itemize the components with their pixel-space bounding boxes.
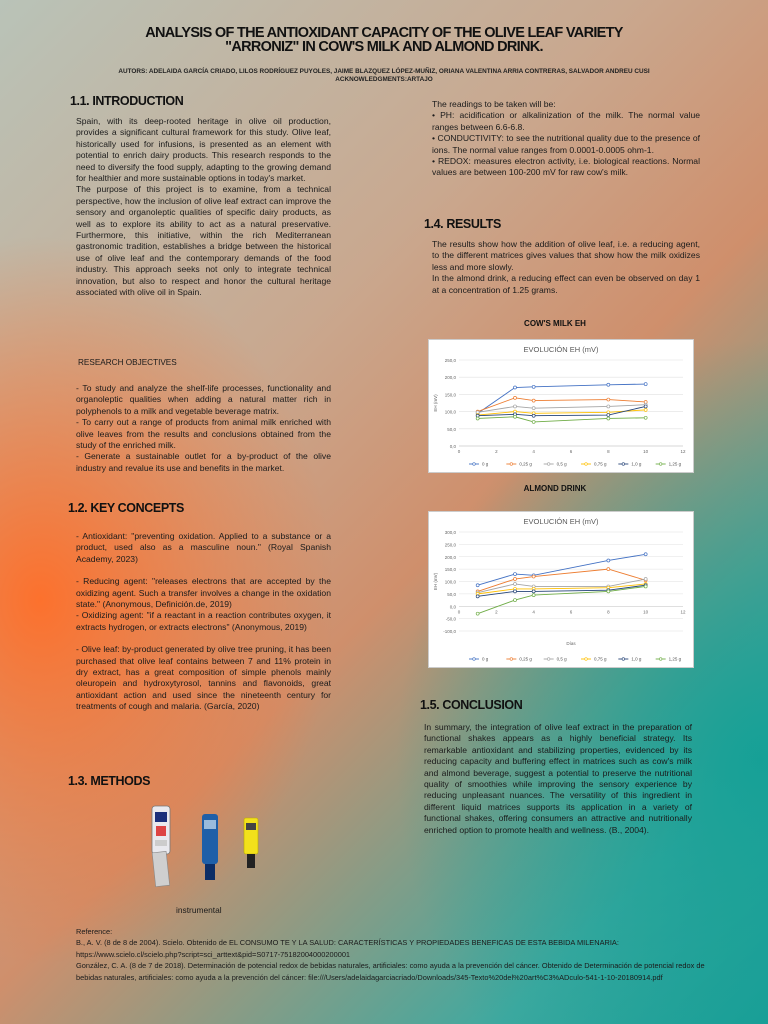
legend-entry: 0,25 g xyxy=(519,461,532,467)
series-line xyxy=(478,398,646,412)
legend-entry: 0,25 g xyxy=(519,656,532,662)
legend-marker xyxy=(622,658,625,661)
data-point xyxy=(532,385,535,388)
x-tick-label: 0 xyxy=(457,449,461,454)
data-point xyxy=(514,582,517,585)
legend-marker xyxy=(659,463,662,466)
objectives-heading: RESEARCH OBJECTIVES xyxy=(78,358,177,367)
data-point xyxy=(532,575,535,578)
chart-title: EVOLUCIÓN EH (mV) xyxy=(523,345,599,354)
y-tick-label: 50,0 xyxy=(447,591,456,597)
x-tick-label: 6 xyxy=(569,449,573,454)
data-point xyxy=(514,386,517,389)
legend-entry: 1,0 g xyxy=(631,656,642,662)
concept-antioxidant: - Antioxidant: "preventing oxidation. Applied to a substance or a product, used also as a masculine noun." (Royal Spanish Academy, 2023) xyxy=(76,531,331,564)
y-tick-label: 250,0 xyxy=(444,542,456,548)
legend-entry: 0,75 g xyxy=(594,656,607,662)
data-point xyxy=(532,407,535,410)
legend-entry: 0,5 g xyxy=(556,461,567,467)
data-point xyxy=(644,408,647,411)
data-point xyxy=(607,405,610,408)
y-tick-label: 100,0 xyxy=(444,579,456,585)
legend-marker xyxy=(473,658,476,661)
data-point xyxy=(607,398,610,401)
authors-block xyxy=(80,68,688,84)
y-tick-label: 200,0 xyxy=(444,375,456,381)
x-tick-label: 0 xyxy=(457,609,461,615)
key-concepts-heading: 1.2. KEY CONCEPTS xyxy=(68,501,184,515)
introduction-paragraph-2: The purpose of this project is to examine, from a technical perspective, how the inclusion of olive leaf extract can improve the sensory and organoleptic qualities of specific dairy products, as well as to explore its ability to act as a natural preservative. Furthermore, this initiative, within the rich Mediterranean gastronomic tradition, establishes a bridge between the historical use of olive leaf and the contemporary demands of the food industry. This approach seeks not only to integrate technical innovation, but also to respect and honor the cultural heritage associated with olive oil in Spain. xyxy=(76,184,331,298)
data-point xyxy=(514,396,517,399)
legend-marker xyxy=(585,463,588,466)
results-text xyxy=(432,239,700,296)
legend-marker xyxy=(510,658,513,661)
data-point xyxy=(532,594,535,597)
chart-title: EVOLUCIÓN EH (mV) xyxy=(523,517,599,526)
data-point xyxy=(476,584,479,587)
legend-marker xyxy=(547,463,550,466)
references-block xyxy=(76,926,712,983)
legend-marker xyxy=(510,463,513,466)
y-tick-label: 300,0 xyxy=(444,530,456,535)
results-heading: 1.4. RESULTS xyxy=(424,217,501,231)
x-tick-label: 4 xyxy=(532,449,535,454)
data-point xyxy=(514,573,517,576)
y-axis-label: EH (mV) xyxy=(433,572,438,591)
data-point xyxy=(607,417,610,420)
data-point xyxy=(607,414,610,417)
data-point xyxy=(532,414,535,417)
data-point xyxy=(607,559,610,562)
y-tick-label: 50,0 xyxy=(447,426,456,432)
x-tick-label: 4 xyxy=(532,609,535,615)
objective-2: - To carry out a range of products from animal milk enriched with olive leaves from the results and conclusions obtained from the study of the enriched milk. xyxy=(76,417,331,451)
y-tick-label: 0,0 xyxy=(449,604,456,610)
results-paragraph-1: The results show how the addition of olive leaf, i.e. a reducing agent, to the different matrices gives values that show how the milk oxidizes less and more slowly. xyxy=(432,239,700,272)
series-line xyxy=(478,384,646,413)
chart-cow-milk-box xyxy=(428,339,694,473)
ph-meter-icon xyxy=(152,806,170,887)
legend-entry: 0 g xyxy=(482,656,489,662)
legend-marker xyxy=(622,463,625,466)
introduction-heading: 1.1. INTRODUCTION xyxy=(70,94,184,108)
objectives-list xyxy=(76,383,331,474)
objective-1: - To study and analyze the shelf-life processes, functionality and organoleptic qualities when adding a natural matter rich in polyphenols to a milk and vegetable beverage matrix. xyxy=(76,383,331,416)
data-point xyxy=(476,595,479,598)
reading-redox: • REDOX: measures electron activity, i.e. biological reactions. Normal values are between 100-200 mV for raw cow's milk. xyxy=(432,156,700,178)
data-point xyxy=(514,590,517,593)
acknowledgments-line: ACKNOWLEDGMENTS:ARTAJO xyxy=(335,76,433,83)
y-tick-label: -50,0 xyxy=(445,616,456,622)
data-point xyxy=(514,405,517,408)
legend-marker xyxy=(659,658,662,661)
chart-cow-milk xyxy=(429,340,693,472)
x-tick-label: 10 xyxy=(643,449,649,454)
authors-line: AUTORS: ADELAIDA GARCÍA CRIADO, LILOS RODRÍGUEZ PUYOLES, JAIME BLAZQUEZ LÓPEZ-MUÑIZ, ORIANA VALENTINA ARRIA CONTRERAS, SALVADOR ANDREU CUSI xyxy=(118,68,650,75)
data-point xyxy=(644,383,647,386)
y-tick-label: 150,0 xyxy=(444,392,456,398)
conclusion-text: In summary, the integration of olive leaf extract in the preparation of functional shakes appears as a highly beneficial strategy. Its remarkable antioxidant and stabilizing properties, evidenced by its reducing capacity and buffering effect in matrices such as cow's milk and almond beverage, suggest a potential to preserve the nutritional quality of smoothies while improving the sensory experience by reducing unpleasant nuances. The versatility of this ingredient in different liquid matrices supports its application in a variety of functional shakes, offering consumers an attractive and nutritionally enriched option to promote health and wellness. (B., 2004). xyxy=(424,722,692,835)
readings-text xyxy=(432,99,700,179)
title-line-2: "ARRONIZ" IN COW'S MILK AND ALMOND DRINK. xyxy=(225,39,543,55)
objective-3: - Generate a sustainable outlet for a by-product of the olive industry and revalue its use and benefits in the market. xyxy=(76,451,331,473)
reading-ph: • PH: acidification or alkalinization of the milk. The normal value ranges between 6.6-6.8. xyxy=(432,110,700,132)
poster-title xyxy=(60,26,708,54)
conclusion-heading: 1.5. CONCLUSION xyxy=(420,698,523,712)
methods-heading: 1.3. METHODS xyxy=(68,774,151,788)
chart-almond xyxy=(429,512,693,667)
readings-intro: The readings to be taken will be: xyxy=(432,99,556,109)
reference-2: González, C. A. (8 de 7 de 2018). Determinación de potencial redox de bebidas naturales, artificiales: como ayuda a la prevención del cáncer. Obtenido de Determinación de potencial redox de bebidas naturales, artificiales: como ayuda a la prevención del cáncer: file:///Users/adelaidagarciacriado/Downloads/345-Texto%20del%20art%C3%ADculo-541-1-10-20180914.pdf xyxy=(76,961,705,982)
reading-conductivity: • CONDUCTIVITY: to see the nutritional quality due to the presence of ions. The normal value ranges from 0.0001-0.0005 ohm-1. xyxy=(432,133,700,155)
data-point xyxy=(476,612,479,615)
y-tick-label: 150,0 xyxy=(444,567,456,573)
instruments-caption: instrumental xyxy=(176,905,222,915)
x-tick-label: 2 xyxy=(495,609,498,615)
x-tick-label: 12 xyxy=(680,609,686,615)
instruments-image xyxy=(144,800,274,900)
legend-entry: 1,25 g xyxy=(668,461,682,467)
concept-reducing-agent: - Reducing agent: "releases electrons that are accepted by the oxidizing agent. Such a transfer involves a change in the oxidation state." (Anonymous, Definición.de, 2019) xyxy=(76,576,331,610)
legend-entry: 1,25 g xyxy=(668,656,682,662)
data-point xyxy=(514,578,517,581)
references-heading: Reference: xyxy=(76,927,113,936)
legend-entry: 1,0 g xyxy=(631,461,642,467)
y-tick-label: -100,0 xyxy=(443,629,456,634)
legend-marker xyxy=(585,658,588,661)
x-tick-label: 8 xyxy=(607,449,610,454)
series-line xyxy=(478,554,646,585)
x-axis-label: Días xyxy=(566,641,576,646)
y-tick-label: 200,0 xyxy=(444,554,456,560)
data-point xyxy=(514,415,517,418)
data-point xyxy=(532,420,535,423)
y-axis-label: EH (mV) xyxy=(433,394,438,412)
data-point xyxy=(532,399,535,402)
legend-entry: 0 g xyxy=(482,461,489,467)
introduction-text xyxy=(76,116,331,299)
x-tick-label: 6 xyxy=(569,609,573,615)
redox-meter-icon xyxy=(244,818,258,868)
legend-marker xyxy=(473,463,476,466)
key-concepts-text xyxy=(76,531,331,713)
concept-oxidizing-agent: - Oxidizing agent: "if a reactant in a reaction contributes oxygen, it extracts hydrogen, or extracts electrons" (Anonymous, 2019) xyxy=(76,610,331,632)
data-point xyxy=(644,405,647,408)
chart-almond-box xyxy=(428,511,694,668)
x-tick-label: 12 xyxy=(680,449,686,454)
title-line-1: ANALYSIS OF THE ANTIOXIDANT CAPACITY OF THE OLIVE LEAF VARIETY xyxy=(145,25,623,41)
y-tick-label: 100,0 xyxy=(444,409,456,415)
data-point xyxy=(532,590,535,593)
legend-entry: 0,75 g xyxy=(594,461,607,467)
data-point xyxy=(644,416,647,419)
reference-1: B., A. V. (8 de 8 de 2004). Scielo. Obtenido de EL CONSUMO TE Y LA SALUD: CARACTERÍSTICAS Y PROPIEDADES BENEFICAS DE ESTA BEBIDA MILENARIA: https://www.scielo.cl/scielo.php?script=sci_arttext&pid=S0717-75182004000200001 xyxy=(76,938,619,959)
data-point xyxy=(644,578,647,581)
y-tick-label: 0,0 xyxy=(449,444,456,449)
series-line xyxy=(478,417,646,422)
data-point xyxy=(514,599,517,602)
concept-olive-leaf: - Olive leaf: by-product generated by olive tree pruning, it has been purchased that olive leaf contains between 7 and 11% protein in dry extract, has a great composition of simple phenols mainly oleuropein and hydroxytyrosol, tannins and flavonoids, great antioxidant action and used since the nineteenth century for treatments of cough and malaria. (García, 2020) xyxy=(76,644,331,712)
conductivity-meter-icon xyxy=(202,814,218,880)
data-point xyxy=(607,383,610,386)
data-point xyxy=(476,417,479,420)
data-point xyxy=(607,568,610,571)
x-tick-label: 10 xyxy=(643,609,649,615)
introduction-paragraph-1: Spain, with its deep-rooted heritage in olive oil production, provides a significant cultural framework for this study. Olive leaf, historically used for infusions, is presented as an element with potential to enrich dairy products. This research responds to the need to diversify the food supply, adapting to the growing demand for healthier and more sustainable options in today's market. xyxy=(76,116,331,184)
x-tick-label: 2 xyxy=(495,449,498,454)
x-tick-label: 8 xyxy=(607,609,610,615)
results-paragraph-2: In the almond drink, a reducing effect can even be observed on day 1 at a concentration of 1.25 grams. xyxy=(432,273,700,295)
legend-entry: 0,5 g xyxy=(556,656,567,662)
y-tick-label: 250,0 xyxy=(444,358,456,363)
data-point xyxy=(644,585,647,588)
chart-cow-milk-caption: COW'S MILK EH xyxy=(524,319,586,328)
data-point xyxy=(644,553,647,556)
data-point xyxy=(607,590,610,593)
chart-almond-caption: ALMOND DRINK xyxy=(523,484,587,493)
legend-marker xyxy=(547,658,550,661)
